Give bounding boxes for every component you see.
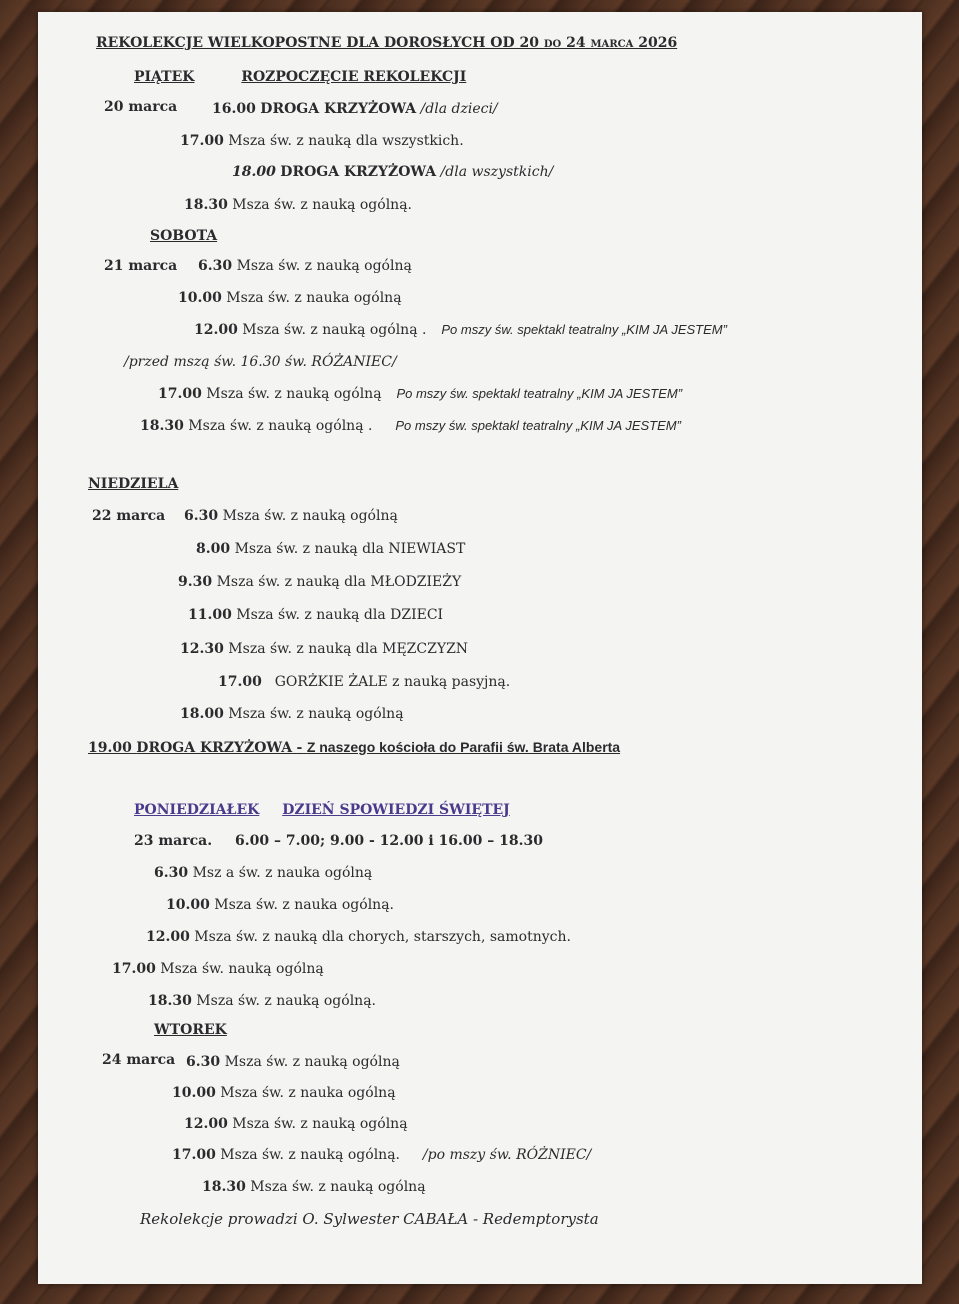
tuesday-event-4: [172, 1146, 591, 1164]
sunday-event-1: [184, 507, 398, 525]
tuesday-heading: WTOREK: [154, 1022, 227, 1038]
event-text: Msz a św. z nauka ogólną: [192, 865, 373, 881]
event-time: 17.00: [180, 133, 224, 149]
tuesday-event-2: [172, 1084, 396, 1102]
event-note: /po mszy św. RÓŻNIEC/: [422, 1147, 592, 1163]
event-note: Po mszy św. spektakl teatralny „KIM JA JESTEM”: [396, 386, 683, 401]
monday-heading: [134, 801, 510, 819]
monday-event-3: [146, 928, 571, 946]
event-time: 6.30: [198, 258, 233, 274]
event-text: Msza św. nauką ogólną: [160, 961, 324, 977]
friday-event-3: [232, 163, 553, 181]
event-time: 16.00: [212, 101, 256, 117]
event-time: 18.30: [140, 418, 184, 434]
saturday-event-5: [140, 417, 681, 435]
sunday-event-5: [180, 640, 468, 658]
saturday-date: [104, 257, 177, 275]
event-text: Msza św. z nauka ogólną: [226, 290, 402, 306]
monday-date: [134, 832, 543, 850]
friday-event-1: [212, 100, 498, 118]
friday-heading-day: PIĄTEK: [134, 69, 195, 85]
event-time: 9.30: [178, 574, 213, 590]
event-note: /dla dzieci/: [420, 101, 498, 117]
event-time: 18.30: [148, 993, 192, 1009]
sunday-event-2: [196, 540, 465, 558]
event-text: Msza św. z nauką ogólną: [206, 386, 382, 402]
friday-event-4: [184, 196, 412, 214]
event-time: 6.30: [186, 1054, 221, 1070]
event-time: 17.00: [112, 961, 156, 977]
sunday-date: [92, 507, 165, 525]
event-text: Msza św. z nauką dla chorych, starszych, samotnych.: [194, 929, 571, 945]
event-time: 12.30: [180, 641, 224, 657]
event-text: Msza św. z nauką ogólną.: [196, 993, 376, 1009]
event-text: Msza św. z nauką ogólną: [236, 258, 412, 274]
event-time: 17.00: [158, 386, 202, 402]
saturday-event-4: [158, 385, 682, 403]
event-time: 10.00: [166, 897, 210, 913]
sunday-heading: NIEDZIELA: [88, 476, 179, 492]
event-text: Msza św. z nauką ogólną: [224, 1054, 400, 1070]
event-text: DROGA KRZYŻOWA: [136, 740, 293, 756]
event-text: Msza św. z nauką dla MĘZCZYZN: [228, 641, 469, 657]
saturday-date-label: 21 marca: [104, 258, 178, 274]
event-text: GORŻKIE ŻALE z nauką pasyjną.: [274, 674, 511, 690]
event-time: 17.00: [218, 674, 262, 690]
saturday-event-3: [194, 321, 727, 339]
tuesday-event-3: [184, 1115, 408, 1133]
sunday-event-4: [188, 606, 443, 624]
event-text: Msza św. z nauką ogólną.: [232, 197, 412, 213]
event-text: Msza św. z nauka ogólną: [220, 1085, 396, 1101]
event-time: 17.00: [172, 1147, 216, 1163]
event-text: Msza św. z nauką ogólną .: [188, 418, 373, 434]
saturday-rosary-note: /przed mszą św. 16.30 św. RÓŻANIEC/: [124, 354, 397, 370]
monday-event-2: [166, 896, 394, 914]
event-text: Msza św. z nauką dla wszystkich.: [228, 133, 464, 149]
event-note: /dla wszystkich/: [440, 164, 554, 180]
sunday-date-label: 22 marca: [92, 508, 166, 524]
saturday-event-1: [198, 257, 412, 275]
friday-date: [104, 98, 177, 116]
event-time: 12.00: [184, 1116, 228, 1132]
document-title: REKOLEKCJE WIELKOPOSTNE DLA DOROSŁYCH OD 20 do 24 marca 2026: [96, 35, 678, 51]
event-text: Msza św. z nauką dla NIEWIAST: [234, 541, 466, 557]
event-time: 6.30: [184, 508, 219, 524]
event-text: Msza św. z nauką ogólną: [228, 706, 404, 722]
footer-note: Rekolekcje prowadzi O. Sylwester CABAŁA - Redemptorysta: [140, 1210, 599, 1228]
event-time: 12.00: [194, 322, 238, 338]
monday-event-1: [154, 864, 372, 882]
paper-sheet: [38, 12, 922, 1284]
event-text: Msza św. z nauką dla DZIECI: [236, 607, 444, 623]
tuesday-event-1: [186, 1053, 400, 1071]
monday-heading-day: PONIEDZIAŁEK: [134, 802, 260, 818]
sunday-event-7: [180, 705, 404, 723]
event-text: Msza św. z nauką ogólną: [232, 1116, 408, 1132]
event-time: 8.00: [196, 541, 231, 557]
event-time: 10.00: [178, 290, 222, 306]
event-time: 18.00: [180, 706, 224, 722]
friday-event-2: [180, 132, 464, 150]
event-note: Po mszy św. spektakl teatralny „KIM JA JESTEM”: [441, 322, 727, 337]
event-time: 10.00: [172, 1085, 216, 1101]
monday-event-5: [148, 992, 376, 1010]
sunday-event-8: [88, 738, 620, 757]
saturday-event-2: [178, 289, 402, 307]
monday-event-4: [112, 960, 324, 978]
event-time: 12.00: [146, 929, 190, 945]
event-time: 11.00: [188, 607, 232, 623]
event-text: Msza św. z nauką ogólną: [250, 1179, 426, 1195]
tuesday-date: [102, 1051, 175, 1069]
event-text: Msza św. z nauką ogólną.: [220, 1147, 400, 1163]
event-note: Z naszego kościoła do Parafii św. Brata Alberta: [306, 739, 621, 755]
tuesday-date-label: 24 marca: [102, 1052, 176, 1068]
event-text: Msza św. z nauką ogólną .: [242, 322, 427, 338]
saturday-heading: SOBOTA: [150, 228, 218, 244]
event-text: DROGA KRZYŻOWA: [260, 101, 417, 117]
event-text: Msza św. z nauką ogólną: [222, 508, 398, 524]
friday-heading: [134, 68, 466, 86]
monday-heading-sub: DZIEŃ SPOWIEDZI ŚWIĘTEJ: [282, 802, 510, 818]
confession-hours: 6.00 – 7.00; 9.00 - 12.00 i 16.00 – 18.30: [235, 833, 543, 849]
friday-heading-sub: ROZPOCZĘCIE REKOLEKCJI: [241, 69, 467, 85]
sunday-event-6: [218, 673, 510, 691]
event-time: 19.00: [88, 740, 132, 756]
tuesday-event-5: [202, 1178, 426, 1196]
event-time: 18.30: [202, 1179, 246, 1195]
event-note: Po mszy św. spektakl teatralny „KIM JA JESTEM”: [395, 418, 681, 433]
event-time: 6.30: [154, 865, 189, 881]
event-time: 18.00: [232, 164, 276, 180]
friday-date-label: 20 marca: [104, 99, 178, 115]
event-text: Msza św. z nauka ogólną.: [214, 897, 394, 913]
event-text: Msza św. z nauką dla MŁODZIEŻY: [216, 574, 462, 590]
event-text: DROGA KRZYŻOWA: [280, 164, 437, 180]
monday-date-label: 23 marca.: [134, 833, 213, 849]
event-time: 18.30: [184, 197, 228, 213]
sunday-event-3: [178, 573, 461, 591]
event-dash: -: [296, 740, 303, 756]
